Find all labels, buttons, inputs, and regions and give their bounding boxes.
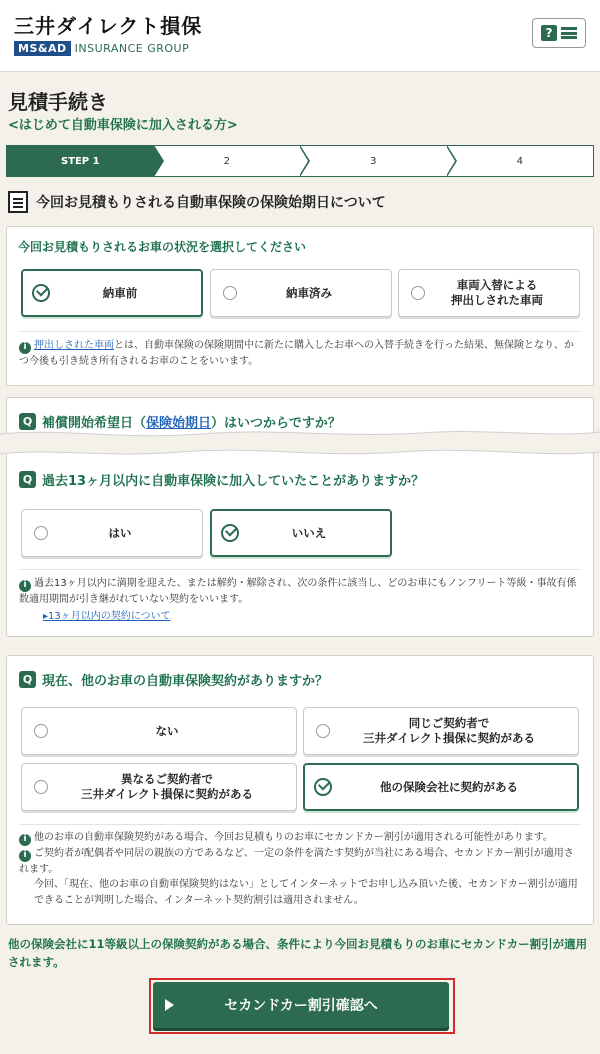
info-icon: i [19, 342, 31, 354]
policy-start-date-link[interactable]: 保険始期日 [146, 416, 212, 431]
brand-logo[interactable]: 三井ダイレクト損保 [14, 14, 203, 38]
page-subtitle: <はじめて自動車保険に加入される方> [8, 118, 238, 133]
option-not-delivered[interactable] [21, 269, 203, 317]
option-label: ない [155, 723, 179, 738]
history-question [19, 470, 424, 489]
option-other-insurer[interactable] [303, 763, 579, 811]
app-header [0, 0, 600, 72]
history-note [19, 576, 581, 607]
step-label: 4 [516, 155, 523, 167]
option-label: 同じご契約者で 三井ダイレクト損保に契約がある [362, 716, 536, 745]
radio-icon [411, 286, 425, 300]
info-icon: i [19, 834, 31, 846]
second-car-discount-promo: 他の保険会社に11等級以上の保険契約がある場合、条件により今回お見積もりのお車にセカンドカー割引が適用されます。 [8, 937, 588, 969]
option-different-contractor-mitsui[interactable] [21, 763, 297, 811]
other-contracts-note [19, 830, 581, 908]
option-no[interactable] [210, 509, 392, 557]
option-label: 納車済み [286, 285, 332, 300]
option-yes[interactable] [21, 509, 203, 557]
cta-label: セカンドカー割引確認へ [224, 998, 378, 1014]
divider [19, 824, 581, 825]
car-status-panel [6, 226, 594, 386]
option-label: いいえ [291, 525, 327, 540]
step-1 [6, 145, 154, 177]
option-label: 異なるご契約者で 三井ダイレクト損保に契約がある [80, 772, 254, 801]
question-mark-icon: Q [19, 413, 36, 430]
option-same-contractor-mitsui[interactable] [303, 707, 579, 755]
step-3 [300, 145, 447, 177]
group-name: INSURANCE GROUP [74, 42, 190, 55]
help-menu-button[interactable] [532, 18, 586, 48]
question-mark-icon: Q [19, 471, 36, 488]
divider [19, 569, 581, 570]
car-status-note [19, 338, 581, 369]
question-mark-icon: Q [19, 671, 36, 688]
note-line-1: i 他のお車の自動車保険契約がある場合、今回お見積もりのお車にセカンドカー割引が適用される可能性があります。 [19, 830, 581, 846]
section-heading-text: 今回お見積もりされる自動車保険の保険始期日について [36, 195, 386, 211]
help-icon: ? [541, 25, 557, 41]
second-car-discount-button[interactable] [153, 982, 449, 1028]
radio-icon [34, 526, 48, 540]
step-4 [447, 145, 595, 177]
document-icon [8, 191, 28, 213]
13-month-contract-link[interactable]: ▸13ヶ月以内の契約について [43, 611, 171, 622]
torn-edge [0, 424, 600, 464]
option-none[interactable] [21, 707, 297, 755]
option-label: 他の保険会社に契約がある [380, 779, 518, 794]
divider [19, 331, 581, 332]
other-contracts-question [19, 670, 328, 689]
other-contracts-panel [6, 655, 594, 925]
step-2 [154, 145, 301, 177]
radio-icon [316, 724, 330, 738]
note-text: とは、自動車保険の保険期間中に新たに購入したお車への入替手続きを行った結果、無保険となり、かつ今後も引き続き所有されるお車のことをいいます。 [19, 340, 574, 367]
check-icon [221, 524, 239, 542]
radio-icon [34, 780, 48, 794]
play-arrow-icon [165, 999, 174, 1011]
note-line-3: 今回、「現在、他のお車の自動車保険契約はない」としてインターネットでお申し込み頂いた後、セカンドカー割引が適用できることが判明した場合、インターネット契約割引は適用されません。 [34, 879, 578, 906]
step-label: 2 [223, 155, 230, 167]
car-status-label: 今回お見積もりされるお車の状況を選択してください [18, 240, 307, 254]
option-delivered[interactable] [210, 269, 392, 317]
section-heading [8, 191, 386, 213]
group-logo [14, 41, 189, 56]
step-indicator [6, 145, 594, 177]
check-icon [314, 778, 332, 796]
option-label: はい [108, 525, 132, 540]
page-title: 見積手続き [8, 90, 108, 114]
note-line-2: i ご契約者が配偶者や同居の親族の方であるなど、一定の条件を満たす契約が当社にある場合、セカンドカー割引が適用されます。 [19, 847, 574, 875]
note-text: 過去13ヶ月以内に満期を迎えた、または解約・解除され、次の条件に該当し、どのお車にもノンフリート等級・事故有係数適用期間が引き継がれていない契約をいいます。 [19, 578, 577, 605]
check-icon [32, 284, 50, 302]
info-icon: i [19, 850, 31, 862]
question-text: 過去13ヶ月以内に自動車保険に加入していたことがありますか？ [42, 474, 425, 489]
step-label: STEP 1 [60, 155, 100, 167]
option-label: 車両入替による 押出しされた車両 [451, 278, 543, 307]
option-label: 納車前 [102, 285, 138, 300]
info-icon: i [19, 580, 31, 592]
step-label: 3 [370, 155, 377, 167]
menu-icon [561, 27, 577, 39]
question-text: 現在、他のお車の自動車保険契約がありますか？ [42, 674, 329, 689]
radio-icon [34, 724, 48, 738]
pushed-out-vehicle-link[interactable]: 押出しされた車両 [34, 340, 114, 351]
radio-icon [223, 286, 237, 300]
option-pushed-out-vehicle[interactable] [398, 269, 580, 317]
msad-badge: MS&AD [14, 41, 71, 56]
question-text: 補償開始希望日（保険始期日）はいつからですか？ [42, 416, 341, 431]
